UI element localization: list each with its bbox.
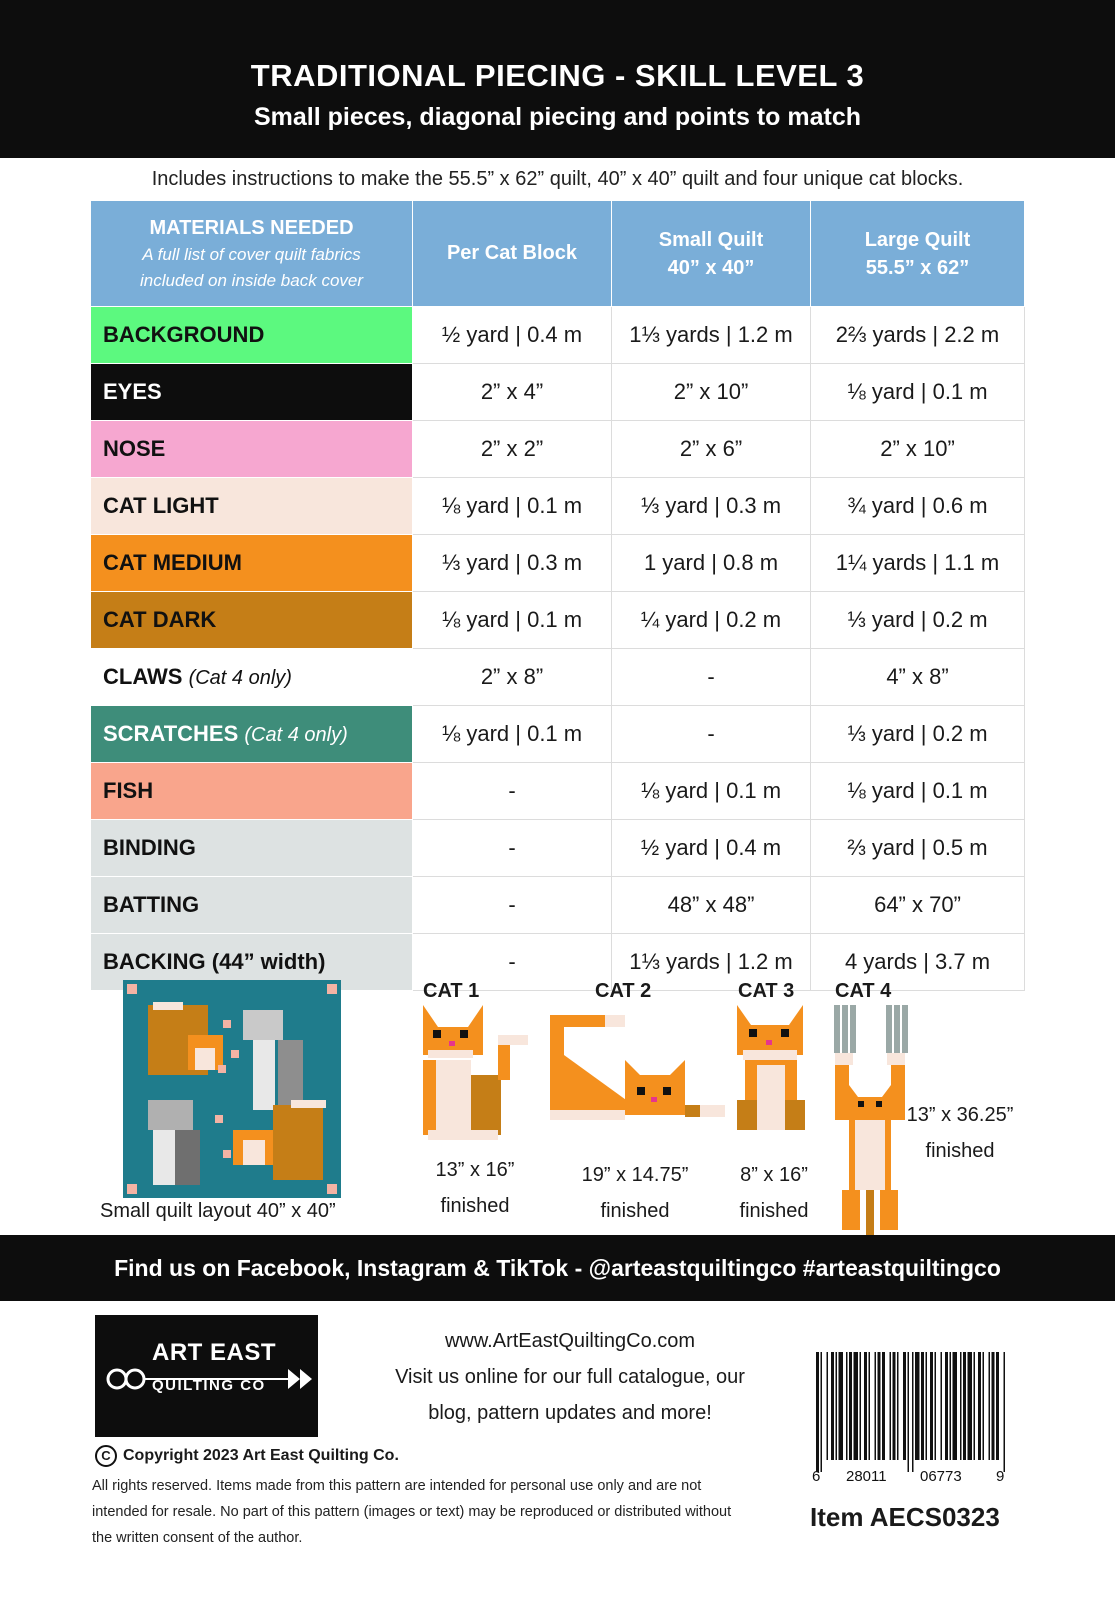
material-large-amount: ¾ yard | 0.6 m	[811, 478, 1025, 535]
material-row	[91, 592, 1025, 649]
barcode-bar	[945, 1352, 948, 1460]
material-row	[91, 649, 1025, 706]
cat-2-label: CAT 2	[595, 980, 652, 1002]
large-quilt-header	[811, 201, 1025, 307]
cat-4-label: CAT 4	[835, 980, 892, 1002]
barcode-bar	[816, 1352, 819, 1472]
material-name: NOSE	[103, 436, 166, 461]
cat-4-size	[890, 1097, 1030, 1169]
logo-line-1: ART EAST	[152, 1339, 276, 1366]
intro-text: Includes instructions to make the 55.5” x 62” quilt, 40” x 40” quilt and four unique cat blocks.	[151, 168, 964, 190]
material-row	[91, 706, 1025, 763]
material-small-amount: 1 yard | 0.8 m	[612, 535, 811, 592]
material-small-amount: 2” x 6”	[612, 421, 811, 478]
material-large-amount: ⅓ yard | 0.2 m	[811, 592, 1025, 649]
small-quilt-heading: Small Quilt	[658, 228, 764, 251]
barcode-bar	[864, 1352, 867, 1460]
material-label	[91, 478, 413, 535]
cat-1-finished: finished	[440, 1195, 510, 1217]
material-large-amount: ⅓ yard | 0.2 m	[811, 706, 1025, 763]
material-label	[91, 763, 413, 820]
barcode-bar	[950, 1352, 952, 1460]
material-name: EYES	[103, 379, 162, 404]
material-small-amount: -	[612, 649, 811, 706]
copyright-icon: C	[95, 1445, 117, 1467]
material-large-amount: 4” x 8”	[811, 649, 1025, 706]
barcode-bar	[854, 1352, 859, 1460]
cat-3-size	[715, 1157, 833, 1229]
art-east-logo	[95, 1315, 318, 1437]
material-name: CLAWS	[103, 664, 183, 689]
barcode-bar	[926, 1352, 928, 1460]
material-row	[91, 307, 1025, 364]
barcode-digit-4: 9	[996, 1468, 1005, 1485]
material-name: BATTING	[103, 892, 200, 917]
barcode-bar	[839, 1352, 844, 1460]
barcode-bar	[960, 1352, 962, 1460]
barcode-bar	[1004, 1352, 1006, 1472]
material-row	[91, 364, 1025, 421]
material-large-amount: 64” x 70”	[811, 877, 1025, 934]
material-name: CAT MEDIUM	[103, 550, 242, 575]
barcode-digits-3: 06773	[920, 1468, 962, 1485]
materials-note-1: A full list of cover quilt fabrics	[142, 244, 361, 264]
material-large-amount: 1¼ yards | 1.1 m	[811, 535, 1025, 592]
material-name: BACKING (44” width)	[103, 949, 326, 974]
material-small-amount: ⅓ yard | 0.3 m	[612, 478, 811, 535]
website-block	[360, 1323, 780, 1431]
page-subtitle: Small pieces, diagonal piecing and points to match	[253, 103, 862, 131]
barcode-bar	[897, 1352, 899, 1460]
material-label	[91, 421, 413, 478]
barcode-bar	[836, 1352, 838, 1460]
barcode-bar	[912, 1352, 914, 1472]
material-label	[91, 535, 413, 592]
barcode-bar	[821, 1352, 823, 1472]
barcode-bar	[893, 1352, 896, 1460]
material-per-amount: -	[413, 763, 612, 820]
cat-2-finished: finished	[600, 1200, 670, 1222]
material-label	[91, 364, 413, 421]
material-per-amount: -	[413, 820, 612, 877]
cat-2-image	[550, 1015, 725, 1120]
barcode-digit-1: 6	[812, 1468, 821, 1485]
material-large-amount: ⅛ yard | 0.1 m	[811, 763, 1025, 820]
material-per-amount: ⅛ yard | 0.1 m	[413, 706, 612, 763]
header-banner	[0, 0, 1115, 158]
material-per-amount: ⅛ yard | 0.1 m	[413, 478, 612, 535]
cat-2-size	[570, 1157, 700, 1229]
material-name: SCRATCHES	[103, 721, 239, 746]
large-quilt-heading: Large Quilt	[864, 228, 971, 251]
cat-4-dimensions: 13” x 36.25”	[906, 1104, 1014, 1126]
material-row	[91, 820, 1025, 877]
material-row	[91, 877, 1025, 934]
material-note: (Cat 4 only)	[188, 667, 292, 689]
cat-1-label: CAT 1	[423, 980, 480, 1002]
cat-3-dimensions: 8” x 16”	[740, 1164, 808, 1186]
barcode-bar	[882, 1352, 885, 1460]
copyright-text: Copyright 2023 Art East Quilting Co.	[123, 1447, 399, 1465]
barcode-bar	[921, 1352, 924, 1460]
material-large-amount: 2⅔ yards | 2.2 m	[811, 307, 1025, 364]
materials-header	[91, 201, 413, 307]
barcode-bar	[963, 1352, 966, 1460]
materials-heading: MATERIALS NEEDED	[149, 216, 354, 239]
barcode-bar	[915, 1352, 920, 1460]
website-line-2: blog, pattern updates and more!	[428, 1402, 712, 1424]
barcode-bar	[941, 1352, 943, 1460]
cat-1-image	[418, 1005, 534, 1145]
cat-2-dimensions: 19” x 14.75”	[581, 1164, 689, 1186]
material-label	[91, 706, 413, 763]
barcode-bar	[849, 1352, 852, 1460]
material-small-amount: ¼ yard | 0.2 m	[612, 592, 811, 649]
material-small-amount: 48” x 48”	[612, 877, 811, 934]
barcode-bar	[996, 1352, 999, 1460]
material-large-amount: 4 yards | 3.7 m	[811, 934, 1025, 991]
logo-line-2: QUILTING CO	[152, 1377, 266, 1394]
small-quilt-size: 40” x 40”	[667, 256, 755, 279]
social-banner: Find us on Facebook, Instagram & TikTok - @arteastquiltingco #arteastquiltingco	[0, 1235, 1115, 1301]
item-number: Item AECS0323	[810, 1502, 1000, 1532]
material-row	[91, 763, 1025, 820]
barcode-bar	[953, 1352, 958, 1460]
barcode-bar	[974, 1352, 976, 1460]
barcode-bar	[869, 1352, 871, 1460]
cat-3-finished: finished	[739, 1200, 809, 1222]
barcode-bar	[983, 1352, 985, 1460]
material-small-amount: -	[612, 706, 811, 763]
per-cat-header: Per Cat Block	[413, 201, 612, 307]
material-row	[91, 535, 1025, 592]
material-per-amount: ⅓ yard | 0.3 m	[413, 535, 612, 592]
small-quilt-header	[612, 201, 811, 307]
cat-3-image	[735, 1005, 807, 1145]
cat-3-label: CAT 3	[738, 980, 795, 1002]
barcode-bar	[846, 1352, 848, 1460]
barcode-bar	[890, 1352, 892, 1460]
material-per-amount: 2” x 8”	[413, 649, 612, 706]
material-row	[91, 421, 1025, 478]
material-label	[91, 820, 413, 877]
material-large-amount: ⅔ yard | 0.5 m	[811, 820, 1025, 877]
material-name: FISH	[103, 778, 154, 803]
barcode-bar	[878, 1352, 881, 1460]
material-per-amount: -	[413, 877, 612, 934]
material-note: (Cat 4 only)	[244, 724, 348, 746]
barcode-bar	[827, 1352, 829, 1460]
material-per-amount: ⅛ yard | 0.1 m	[413, 592, 612, 649]
barcode-bar	[989, 1352, 991, 1460]
materials-header-row	[91, 201, 1025, 307]
material-small-amount: ⅛ yard | 0.1 m	[612, 763, 811, 820]
small-quilt-layout-caption: Small quilt layout 40” x 40”	[100, 1200, 336, 1222]
barcode-image	[810, 1352, 1010, 1472]
material-label	[91, 307, 413, 364]
material-large-amount: 2” x 10”	[811, 421, 1025, 478]
cat-blocks-section	[0, 975, 1115, 1235]
material-small-amount: ½ yard | 0.4 m	[612, 820, 811, 877]
copyright-line	[95, 1445, 399, 1467]
material-row	[91, 478, 1025, 535]
material-per-amount: 2” x 2”	[413, 421, 612, 478]
material-name: BINDING	[103, 835, 196, 860]
rights-notice: All rights reserved. Items made from this pattern are intended for personal use only and are not intended for resale. No part of this pattern (images or text) may be reproduced or distributed without the written consent of the author.	[92, 1478, 732, 1546]
material-small-amount: 1⅓ yards | 1.2 m	[612, 934, 811, 991]
large-quilt-size: 55.5” x 62”	[865, 256, 970, 279]
cat-4-finished: finished	[925, 1140, 995, 1162]
barcode-bar	[831, 1352, 834, 1460]
small-quilt-layout-image	[123, 980, 341, 1198]
barcode-bar	[992, 1352, 995, 1460]
material-per-amount: 2” x 4”	[413, 364, 612, 421]
material-name: CAT LIGHT	[103, 493, 219, 518]
materials-table	[90, 200, 1025, 991]
material-label	[91, 877, 413, 934]
website-url[interactable]: www.ArtEastQuiltingCo.com	[444, 1330, 696, 1352]
cat-1-dimensions: 13” x 16”	[435, 1159, 515, 1181]
page-title: TRADITIONAL PIECING - SKILL LEVEL 3	[250, 58, 865, 93]
barcode-bar	[930, 1352, 933, 1460]
cat-1-size	[410, 1152, 540, 1224]
website-line-1: Visit us online for our full catalogue, our	[395, 1366, 745, 1388]
barcode-bar	[935, 1352, 937, 1460]
barcode-bar	[860, 1352, 862, 1460]
barcode-bar	[968, 1352, 973, 1460]
materials-note-2: included on inside back cover	[139, 270, 364, 290]
material-label	[91, 592, 413, 649]
barcode-bar	[875, 1352, 877, 1460]
barcode-digits-2: 28011	[846, 1468, 887, 1485]
material-small-amount: 2” x 10”	[612, 364, 811, 421]
material-large-amount: ⅛ yard | 0.1 m	[811, 364, 1025, 421]
barcode-bar	[978, 1352, 981, 1460]
barcode-bar	[908, 1352, 910, 1472]
material-per-amount: -	[413, 934, 612, 991]
barcode-bar	[903, 1352, 906, 1460]
material-label	[91, 649, 413, 706]
material-small-amount: 1⅓ yards | 1.2 m	[612, 307, 811, 364]
material-per-amount: ½ yard | 0.4 m	[413, 307, 612, 364]
material-name: CAT DARK	[103, 607, 217, 632]
material-name: BACKGROUND	[103, 322, 265, 347]
